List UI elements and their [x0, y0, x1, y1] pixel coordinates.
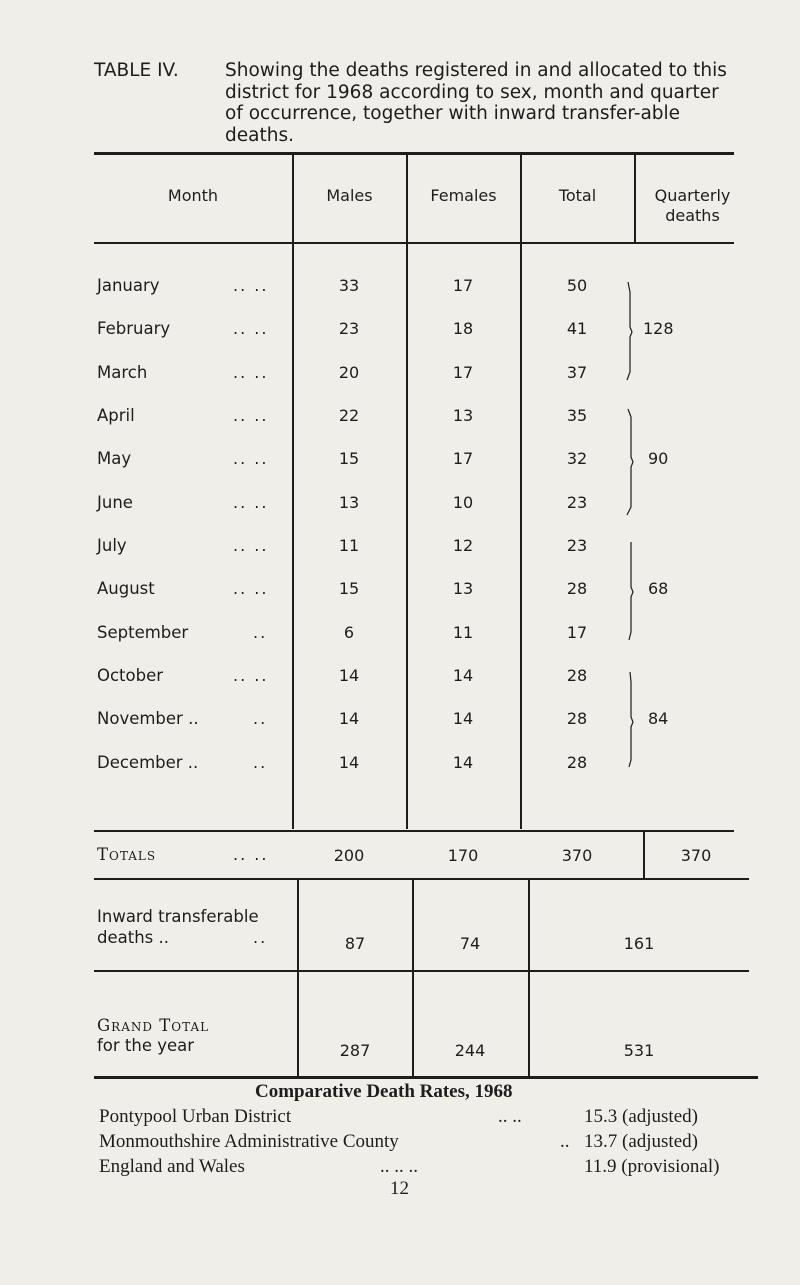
leader-dots: ..	[253, 753, 268, 772]
row-month: August	[97, 579, 155, 598]
table-top-rule	[94, 152, 734, 155]
leader-dots: .. ..	[233, 845, 269, 864]
row-females: 14	[452, 753, 474, 772]
inward-label-1: Inward transferable	[97, 907, 259, 926]
row-females: 14	[452, 666, 474, 685]
comparative-place: Monmouthshire Administrative County	[99, 1131, 399, 1152]
col-divider-3-lower	[528, 878, 530, 1076]
totals-total: 370	[561, 846, 593, 865]
row-males: 13	[338, 493, 360, 512]
row-month: January	[97, 276, 160, 295]
row-males: 14	[338, 753, 360, 772]
inward-bottom-rule	[94, 970, 749, 972]
row-females: 13	[452, 579, 474, 598]
row-males: 33	[338, 276, 360, 295]
row-females: 12	[452, 536, 474, 555]
brace-q1	[627, 282, 632, 380]
leader-dots: .. ..	[233, 319, 269, 338]
row-total: 23	[566, 536, 588, 555]
row-females: 13	[452, 406, 474, 425]
row-total: 23	[566, 493, 588, 512]
page-number: 12	[390, 1178, 409, 1199]
quarter-3-total: 68	[648, 579, 669, 598]
row-females: 11	[452, 623, 474, 642]
totals-quarterly: 370	[680, 846, 712, 865]
inward-total: 161	[623, 934, 655, 953]
row-males: 22	[338, 406, 360, 425]
row-females: 17	[452, 276, 474, 295]
row-month: July	[97, 536, 127, 555]
row-males: 6	[343, 623, 355, 642]
row-females: 10	[452, 493, 474, 512]
header-quarterly-2: deaths	[665, 206, 720, 225]
caption-text: Showing the deaths registered in and allocated to this district for 1968 according to sex, month and quarter of occurrence, together with inward transfer-able deaths.	[225, 60, 727, 146]
row-month: April	[97, 406, 135, 425]
leader-dots: ..	[253, 623, 268, 642]
col-divider-3	[520, 155, 522, 829]
row-month: December ..	[97, 753, 199, 772]
totals-bottom-rule	[94, 878, 749, 880]
row-females: 14	[452, 709, 474, 728]
grand-females: 244	[454, 1041, 486, 1060]
comparative-dots: .. ..	[498, 1106, 522, 1127]
row-total: 37	[566, 363, 588, 382]
leader-dots: .. ..	[233, 449, 269, 468]
inward-males: 87	[344, 934, 366, 953]
leader-dots: .. ..	[233, 363, 269, 382]
row-females: 18	[452, 319, 474, 338]
header-females: Females	[430, 186, 497, 205]
row-females: 17	[452, 363, 474, 382]
row-month: June	[97, 493, 133, 512]
quarter-2-total: 90	[648, 449, 669, 468]
grand-label-2: for the year	[97, 1036, 195, 1055]
brace-q3	[629, 542, 633, 640]
quarter-4-total: 84	[648, 709, 669, 728]
col-divider-2-lower	[412, 878, 414, 1076]
row-males: 14	[338, 666, 360, 685]
header-total: Total	[558, 186, 597, 205]
grand-total: 531	[623, 1041, 655, 1060]
inward-females: 74	[459, 934, 481, 953]
row-total: 50	[566, 276, 588, 295]
comparative-rate: 13.7 (adjusted)	[584, 1131, 698, 1152]
row-month: November ..	[97, 709, 199, 728]
quarter-braces	[610, 272, 640, 824]
row-females: 17	[452, 449, 474, 468]
comparative-dots: .. .. ..	[380, 1156, 418, 1177]
row-total: 28	[566, 753, 588, 772]
totals-males: 200	[333, 846, 365, 865]
leader-dots: .. ..	[233, 666, 269, 685]
brace-q2	[627, 409, 633, 515]
leader-dots: .. ..	[233, 579, 269, 598]
comparative-title: Comparative Death Rates, 1968	[255, 1081, 513, 1102]
leader-dots: .. ..	[233, 493, 269, 512]
row-month: May	[97, 449, 132, 468]
row-total: 41	[566, 319, 588, 338]
col-divider-1	[292, 155, 294, 829]
leader-dots: .. ..	[233, 406, 269, 425]
comparative-dots: ..	[560, 1131, 570, 1152]
leader-dots: ..	[253, 928, 268, 947]
totals-top-rule	[94, 830, 734, 832]
row-total: 32	[566, 449, 588, 468]
row-males: 14	[338, 709, 360, 728]
header-quarterly-1: Quarterly	[654, 186, 731, 205]
leader-dots: ..	[253, 709, 268, 728]
caption-lead: TABLE IV.	[94, 60, 179, 81]
comparative-rate: 11.9 (provisional)	[584, 1156, 720, 1177]
comparative-place: Pontypool Urban District	[99, 1106, 292, 1127]
grand-males: 287	[339, 1041, 371, 1060]
row-total: 28	[566, 666, 588, 685]
brace-q4	[629, 672, 633, 767]
row-total: 28	[566, 709, 588, 728]
comparative-place: England and Wales	[99, 1156, 245, 1177]
header-rule	[94, 242, 734, 244]
header-month: Month	[167, 186, 219, 205]
row-month: October	[97, 666, 164, 685]
leader-dots: .. ..	[233, 276, 269, 295]
row-males: 15	[338, 449, 360, 468]
table-bottom-rule	[94, 1076, 758, 1079]
totals-females: 170	[447, 846, 479, 865]
col-divider-2	[406, 155, 408, 829]
row-males: 20	[338, 363, 360, 382]
row-month: March	[97, 363, 148, 382]
totals-label: Totals	[97, 845, 157, 864]
row-males: 15	[338, 579, 360, 598]
row-month: February	[97, 319, 171, 338]
quarter-1-total: 128	[643, 319, 674, 338]
row-males: 11	[338, 536, 360, 555]
col-divider-4-totals	[643, 831, 645, 878]
row-males: 23	[338, 319, 360, 338]
grand-label-1: Grand Total	[97, 1016, 210, 1035]
row-total: 28	[566, 579, 588, 598]
leader-dots: .. ..	[233, 536, 269, 555]
row-total: 35	[566, 406, 588, 425]
row-month: September	[97, 623, 189, 642]
header-males: Males	[326, 186, 373, 205]
inward-label-2: deaths ..	[97, 928, 169, 947]
col-divider-1-lower	[297, 878, 299, 1076]
comparative-rate: 15.3 (adjusted)	[584, 1106, 698, 1127]
row-total: 17	[566, 623, 588, 642]
